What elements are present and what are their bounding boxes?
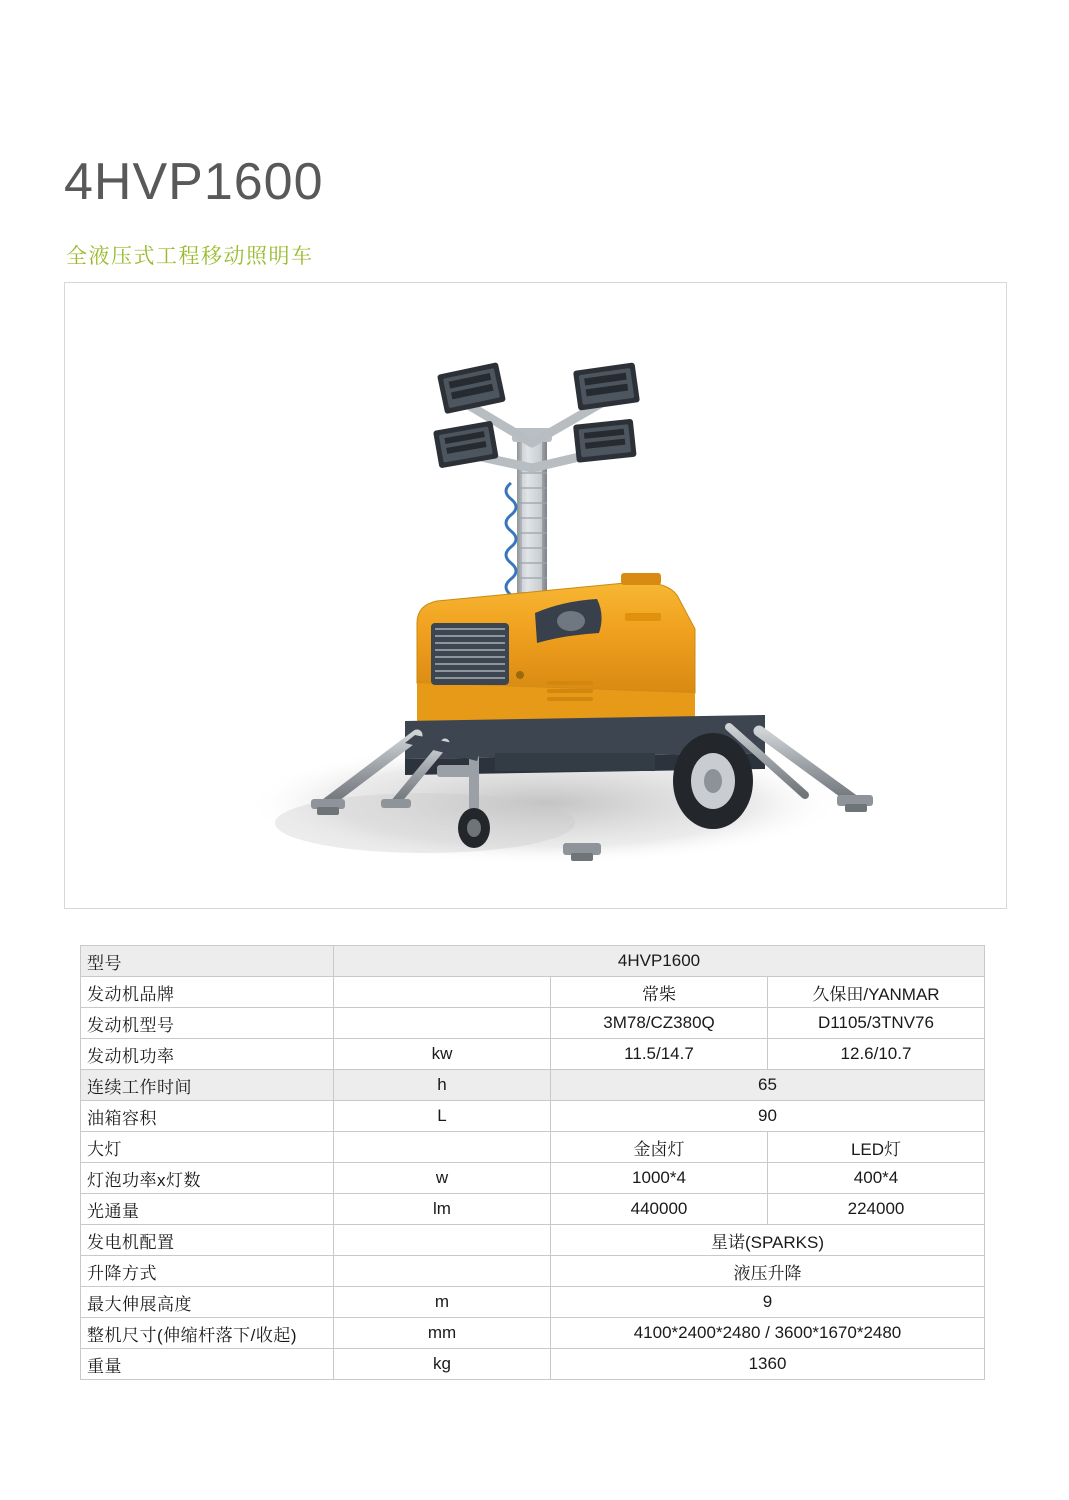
spec-value: 65	[551, 1070, 985, 1101]
spec-value-a: 3M78/CZ380Q	[551, 1008, 768, 1039]
spec-label: 油箱容积	[81, 1101, 334, 1132]
table-row	[81, 1070, 985, 1101]
spec-unit	[334, 1256, 551, 1287]
table-row	[81, 1256, 985, 1287]
spec-label: 发动机型号	[81, 1008, 334, 1039]
spec-value-b: 久保田/YANMAR	[768, 977, 985, 1008]
spec-value-a: 440000	[551, 1194, 768, 1225]
table-row	[81, 1008, 985, 1039]
spec-unit: h	[334, 1070, 551, 1101]
table-row	[81, 1194, 985, 1225]
spec-label: 发动机品牌	[81, 977, 334, 1008]
table-row	[81, 1318, 985, 1349]
spec-unit: L	[334, 1101, 551, 1132]
spec-value-b: LED灯	[768, 1132, 985, 1163]
table-row	[81, 1101, 985, 1132]
table-row	[81, 977, 985, 1008]
spec-value-b: 400*4	[768, 1163, 985, 1194]
spec-value-a: 常柴	[551, 977, 768, 1008]
spec-unit: w	[334, 1163, 551, 1194]
spec-value: 星诺(SPARKS)	[551, 1225, 985, 1256]
spec-value: 90	[551, 1101, 985, 1132]
table-row	[81, 1039, 985, 1070]
table-row	[81, 946, 985, 977]
spec-label: 连续工作时间	[81, 1070, 334, 1101]
page-subtitle: 全液压式工程移动照明车	[66, 245, 314, 268]
spec-value-b: 12.6/10.7	[768, 1039, 985, 1070]
spec-value: 9	[551, 1287, 985, 1318]
table-row	[81, 1163, 985, 1194]
page-title: 4HVP1600	[64, 153, 324, 211]
spec-label: 型号	[81, 946, 334, 977]
spec-label: 升降方式	[81, 1256, 334, 1287]
specification-table	[80, 945, 985, 1380]
spec-value-a: 11.5/14.7	[551, 1039, 768, 1070]
spec-label: 发电机配置	[81, 1225, 334, 1256]
spec-label: 重量	[81, 1349, 334, 1380]
table-row	[81, 1349, 985, 1380]
spec-value-b: 224000	[768, 1194, 985, 1225]
mobile-lighting-tower-photo	[65, 283, 1006, 908]
spec-label: 发动机功率	[81, 1039, 334, 1070]
spec-value: 4100*2400*2480 / 3600*1670*2480	[551, 1318, 985, 1349]
table-row	[81, 1132, 985, 1163]
specification-table-container	[80, 945, 985, 1380]
spec-label: 整机尺寸(伸缩杆落下/收起)	[81, 1318, 334, 1349]
table-row	[81, 1225, 985, 1256]
spec-unit: kw	[334, 1039, 551, 1070]
spec-value: 液压升降	[551, 1256, 985, 1287]
table-row	[81, 1287, 985, 1318]
spec-unit: kg	[334, 1349, 551, 1380]
spec-value: 4HVP1600	[334, 946, 985, 977]
spec-label: 光通量	[81, 1194, 334, 1225]
product-image-frame	[64, 282, 1007, 909]
spec-value-a: 1000*4	[551, 1163, 768, 1194]
spec-value-b: D1105/3TNV76	[768, 1008, 985, 1039]
spec-unit: m	[334, 1287, 551, 1318]
spec-label: 大灯	[81, 1132, 334, 1163]
spec-label: 最大伸展高度	[81, 1287, 334, 1318]
spec-unit	[334, 1225, 551, 1256]
spec-value: 1360	[551, 1349, 985, 1380]
trailer-wheel	[673, 733, 753, 829]
spec-value-a: 金卤灯	[551, 1132, 768, 1163]
spec-unit	[334, 1132, 551, 1163]
spec-unit: mm	[334, 1318, 551, 1349]
spec-label: 灯泡功率x灯数	[81, 1163, 334, 1194]
spec-unit: lm	[334, 1194, 551, 1225]
spec-unit	[334, 1008, 551, 1039]
spec-unit	[334, 977, 551, 1008]
